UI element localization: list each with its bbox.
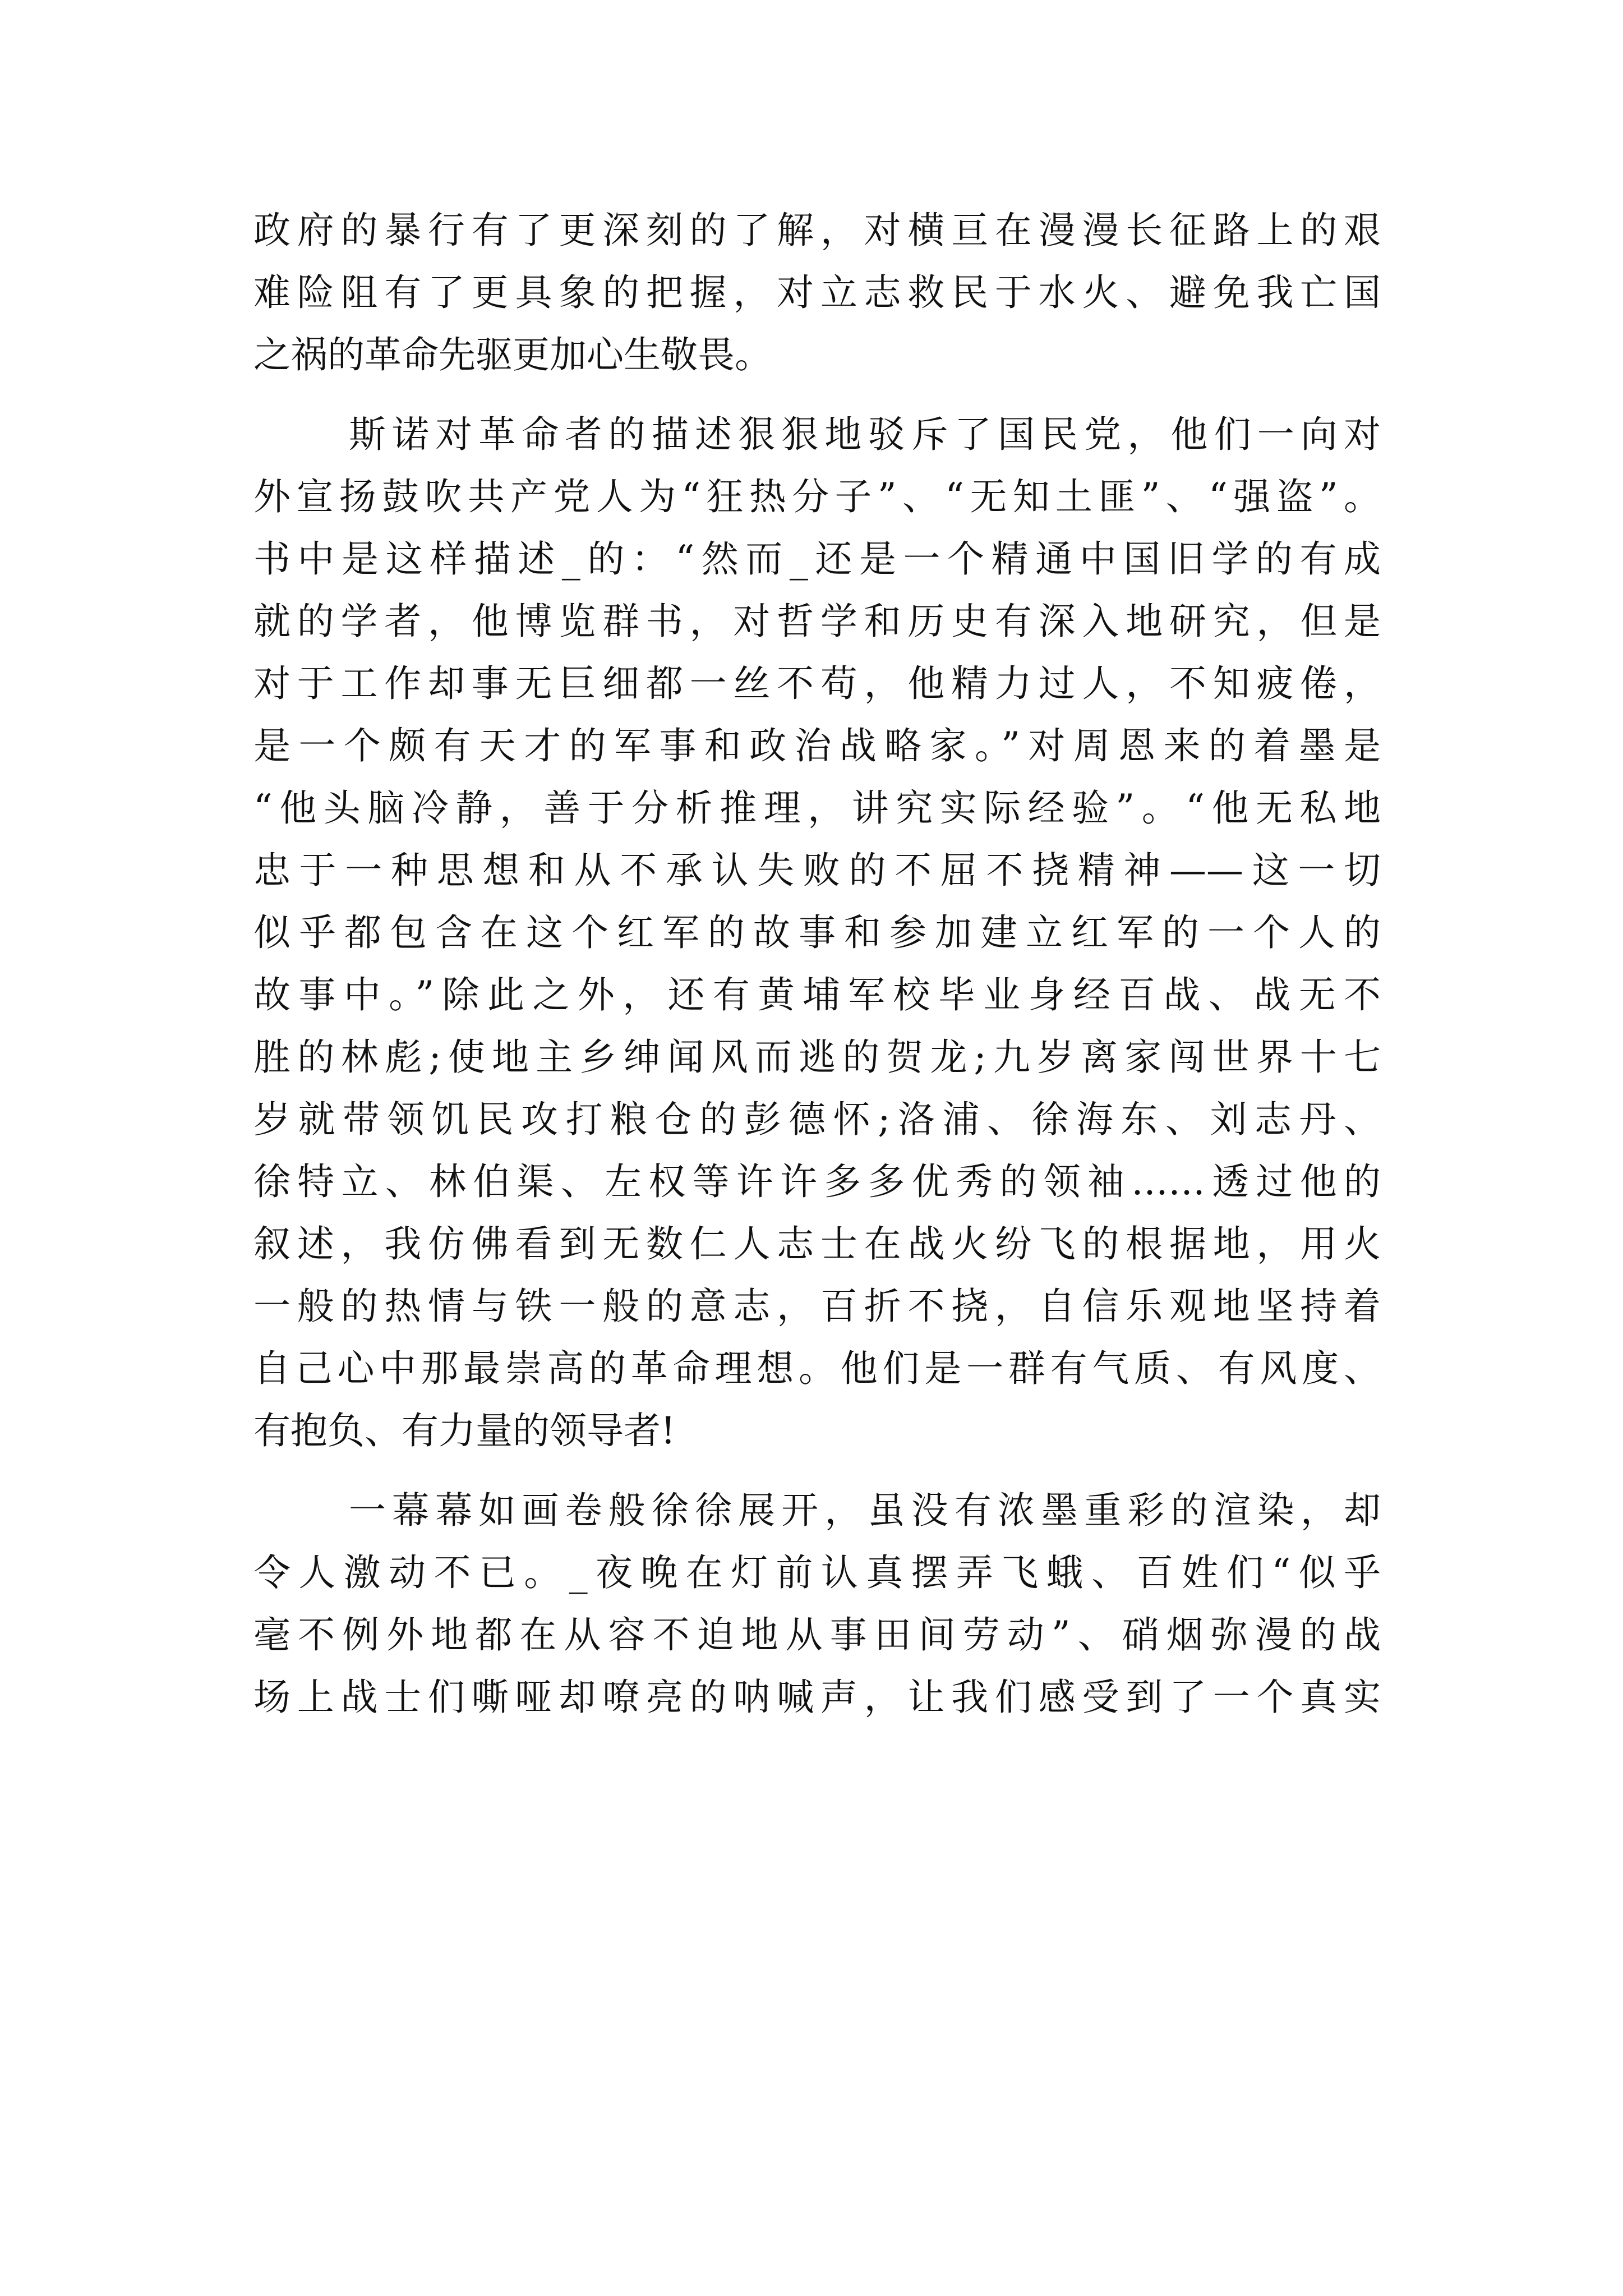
text-line: 场上战士们嘶哑却嘹亮的呐喊声，让我们感受到了一个真实: [253, 1676, 1381, 1719]
text-line: 难险阻有了更具象的把握，对立志救民于水火、避免我亡国: [253, 271, 1381, 314]
text-line: 之祸的革命先驱更加心生敬畏。: [253, 333, 772, 376]
text-line: 叙述，我仿佛看到无数仁人志士在战火纷飞的根据地，用火: [253, 1222, 1381, 1266]
text-line: 书中是这样描述_的：“然而_还是一个精通中国旧学的有成: [253, 537, 1381, 581]
text-line: “他头脑冷静，善于分析推理，讲究实际经验”。“他无私地: [253, 786, 1381, 830]
text-line: 就的学者，他博览群书，对哲学和历史有深入地研究，但是: [253, 600, 1381, 643]
body-text: [253, 199, 1381, 1728]
text-line: 徐特立、林伯渠、左权等许许多多优秀的领袖……透过他的: [253, 1160, 1381, 1203]
text-line: 对于工作却事无巨细都一丝不苟，他精力过人，不知疲倦，: [253, 662, 1381, 705]
paragraph-spacer: [253, 386, 1381, 403]
text-line: 故事中。”除此之外，还有黄埔军校毕业身经百战、战无不: [253, 973, 1381, 1016]
paragraph-spacer: [253, 1462, 1381, 1479]
text-line: 自己心中那最崇高的革命理想。他们是一群有气质、有风度、: [253, 1347, 1381, 1390]
text-line: 令人激动不已。_夜晚在灯前认真摆弄飞蛾、百姓们“似乎: [253, 1551, 1381, 1594]
text-line: 忠于一种思想和从不承认失败的不屈不挠精神——这一切: [253, 849, 1381, 892]
paragraph-1: [253, 199, 1381, 386]
text-line: 一幕幕如画卷般徐徐展开，虽没有浓墨重彩的渲染，却: [349, 1489, 1381, 1532]
paragraph-3: [253, 1479, 1381, 1728]
text-line: 毫不例外地都在从容不迫地从事田间劳动”、硝烟弥漫的战: [253, 1613, 1381, 1657]
text-line: 是一个颇有天才的军事和政治战略家。”对周恩来的着墨是: [253, 724, 1381, 767]
paragraph-2: [253, 403, 1381, 1462]
text-line: 斯诺对革命者的描述狠狠地驳斥了国民党，他们一向对: [349, 413, 1381, 456]
text-line: 政府的暴行有了更深刻的了解，对横亘在漫漫长征路上的艰: [253, 209, 1381, 252]
text-line: 有抱负、有力量的领导者!: [253, 1409, 676, 1452]
text-line: 似乎都包含在这个红军的故事和参加建立红军的一个人的: [253, 911, 1381, 954]
text-line: 岁就带领饥民攻打粮仓的彭德怀;洛浦、徐海东、刘志丹、: [253, 1098, 1381, 1141]
text-line: 一般的热情与铁一般的意志，百折不挠，自信乐观地坚持着: [253, 1285, 1381, 1328]
text-line: 胜的林彪;使地主乡绅闻风而逃的贺龙;九岁离家闯世界十七: [253, 1036, 1381, 1079]
text-line: 外宣扬鼓吹共产党人为“狂热分子”、“无知土匪”、“强盗”。: [253, 475, 1381, 518]
